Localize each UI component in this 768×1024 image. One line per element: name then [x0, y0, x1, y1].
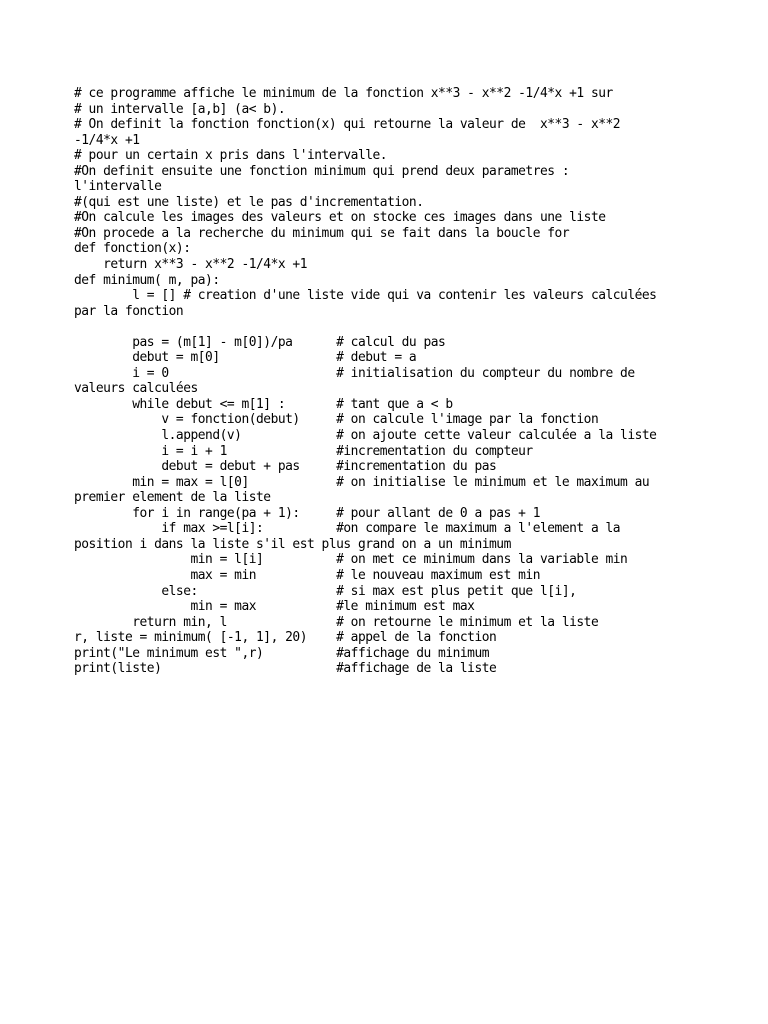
code-line: min = max = l[0] # on initialise le minimum et le maximum au [74, 474, 650, 490]
code-line: valeurs calculées [74, 381, 198, 397]
code-line: else: # si max est plus petit que l[i], [74, 583, 577, 599]
code-line: position i dans la liste s'il est plus grand on a un minimum [74, 536, 511, 552]
code-line: min = max #le minimum est max [74, 599, 475, 615]
code-line: #On procede a la recherche du minimum qui se fait dans la boucle for [74, 225, 570, 241]
code-line: #On calcule les images des valeurs et on stocke ces images dans une liste [74, 210, 606, 226]
code-line: return x**3 - x**2 -1/4*x +1 [74, 257, 307, 273]
code-line: while debut <= m[1] : # tant que a < b [74, 396, 453, 412]
code-line: l.append(v) # on ajoute cette valeur calculée a la liste [74, 428, 657, 444]
code-line: par la fonction [74, 303, 184, 319]
code-listing [74, 86, 694, 677]
code-line: r, liste = minimum( [-1, 1], 20) # appel de la fonction [74, 630, 497, 646]
code-line: for i in range(pa + 1): # pour allant de 0 a pas + 1 [74, 505, 540, 521]
code-line: print("Le minimum est ",r) #affichage du minimum [74, 645, 490, 661]
code-line: min = l[i] # on met ce minimum dans la variable min [74, 552, 628, 568]
code-line: #On definit ensuite une fonction minimum qui prend deux parametres : [74, 163, 570, 179]
code-line: # On definit la fonction fonction(x) qui retourne la valeur de x**3 - x**2 [74, 117, 621, 133]
code-line: if max >=l[i]: #on compare le maximum a l'element a la [74, 521, 621, 537]
code-line: # un intervalle [a,b] (a< b). [74, 101, 286, 117]
code-line: v = fonction(debut) # on calcule l'image par la fonction [74, 412, 599, 428]
code-line: premier element de la liste [74, 490, 271, 506]
code-line: print(liste) #affichage de la liste [74, 661, 497, 677]
code-line: debut = debut + pas #incrementation du pas [74, 459, 497, 475]
code-line: max = min # le nouveau maximum est min [74, 567, 540, 583]
code-line: i = i + 1 #incrementation du compteur [74, 443, 533, 459]
code-line: -1/4*x +1 [74, 132, 140, 148]
code-line: l = [] # creation d'une liste vide qui va contenir les valeurs calculées [74, 288, 657, 304]
code-line: # ce programme affiche le minimum de la fonction x**3 - x**2 -1/4*x +1 sur [74, 86, 613, 101]
code-line: # pour un certain x pris dans l'intervalle. [74, 148, 388, 164]
code-line: pas = (m[1] - m[0])/pa # calcul du pas [74, 334, 446, 350]
code-line: i = 0 # initialisation du compteur du nombre de [74, 365, 635, 381]
code-line: #(qui est une liste) et le pas d'incrementation. [74, 194, 424, 210]
code-line: def fonction(x): [74, 241, 191, 257]
code-line: def minimum( m, pa): [74, 272, 220, 288]
code-line: return min, l # on retourne le minimum et la liste [74, 614, 599, 630]
code-line [74, 319, 694, 335]
code-line: debut = m[0] # debut = a [74, 350, 417, 366]
code-line: l'intervalle [74, 179, 162, 195]
